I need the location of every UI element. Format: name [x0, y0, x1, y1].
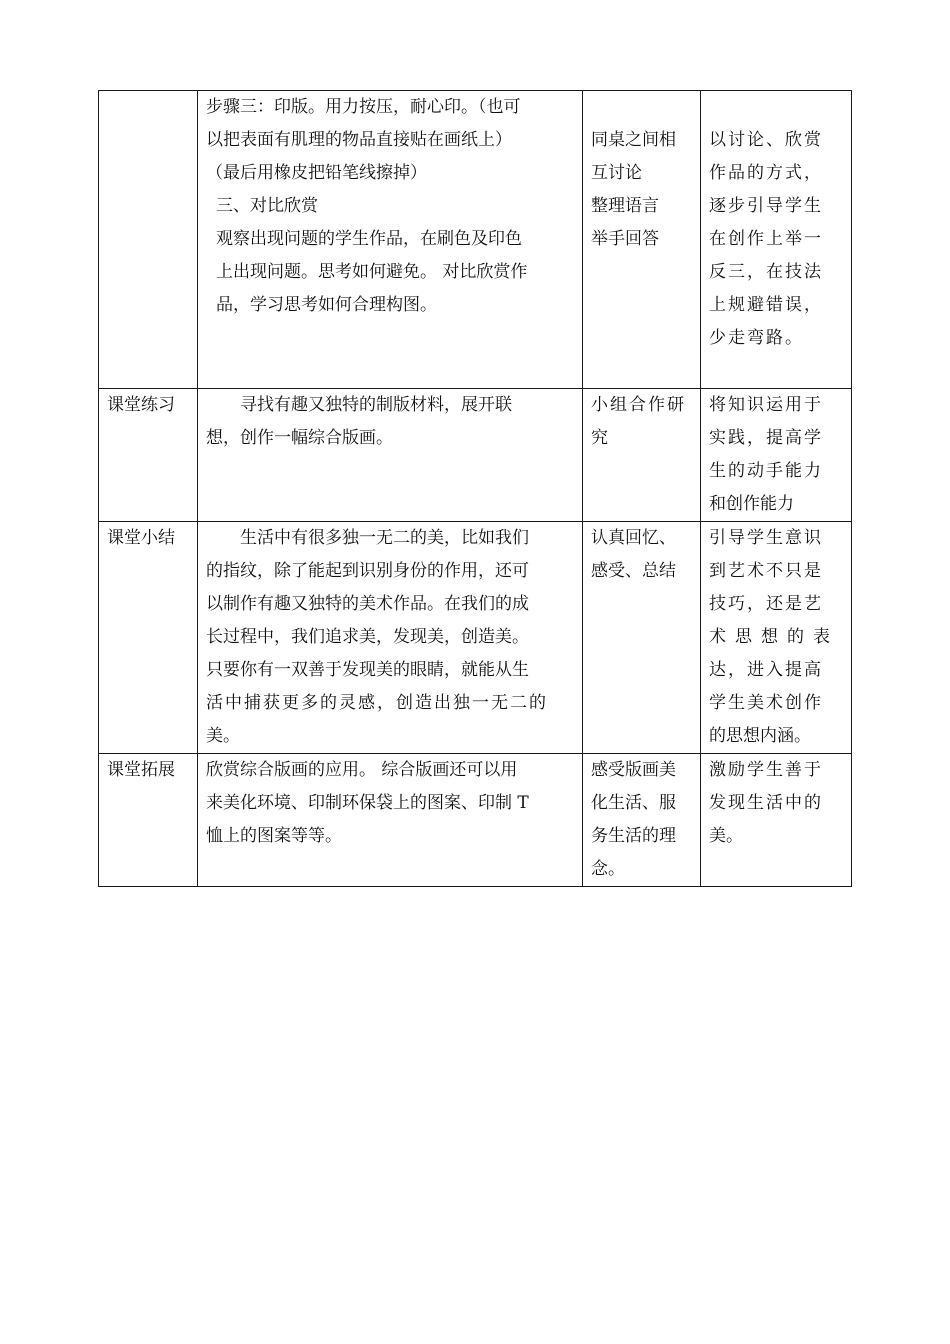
- content-line: 只要你有一双善于发现美的眼睛，就能从生: [206, 660, 529, 680]
- student-line: 究: [591, 428, 608, 448]
- content-line: 品，学习思考如何合理构图。: [216, 295, 437, 315]
- student-line: 举手回答: [591, 229, 659, 249]
- student-line: 小组合作研: [591, 395, 686, 415]
- intent-line: 生的动手能力: [709, 461, 823, 481]
- design-intent-cell: [701, 91, 852, 389]
- intent-line: 美。: [709, 826, 743, 846]
- table-row: [99, 754, 852, 887]
- student-line: 同桌之间相: [591, 130, 676, 150]
- student-line: 互讨论: [591, 163, 642, 183]
- section-cell: [99, 754, 198, 887]
- content-line: 以把表面有肌理的物品直接贴在画纸上）: [206, 130, 512, 150]
- intent-line: 实践，提高学: [709, 428, 823, 448]
- section-cell: [99, 91, 198, 389]
- intent-line: 术思想的表: [709, 627, 839, 647]
- design-intent-cell: [701, 389, 852, 522]
- content-line: 以制作有趣又独特的美术作品。在我们的成: [206, 594, 529, 614]
- content-line: 来美化环境、印制环保袋上的图案、印制 T: [206, 793, 529, 813]
- intent-line: 的思想内涵。: [709, 726, 811, 746]
- content-line: 生活中有很多独一无二的美，比如我们: [240, 528, 529, 548]
- student-activity-cell: [583, 522, 701, 754]
- intent-line: 上规避错误，: [709, 295, 823, 315]
- design-intent-cell: [701, 754, 852, 887]
- table-row: [99, 91, 852, 389]
- student-activity-cell: [583, 389, 701, 522]
- intent-line: 引导学生意识: [709, 528, 823, 548]
- student-line: 整理语言: [591, 196, 659, 216]
- content-cell: [198, 389, 583, 522]
- content-line: 想，创作一幅综合版画。: [206, 428, 393, 448]
- content-line: 步骤三：印版。用力按压，耐心印。（也可: [206, 97, 521, 117]
- content-line: 美。: [206, 726, 240, 746]
- student-line: 务生活的理: [591, 826, 676, 846]
- table-row: [99, 522, 852, 754]
- content-line: 寻找有趣又独特的制版材料，展开联: [240, 395, 512, 415]
- intent-line: 学生美术创作: [709, 693, 823, 713]
- intent-line: 激励学生善于: [709, 760, 823, 780]
- content-line: （最后用橡皮把铅笔线擦掉）: [206, 163, 427, 183]
- student-line: 感受、总结: [591, 561, 676, 581]
- intent-line: 到艺术不只是: [709, 561, 823, 581]
- content-line: 活中捕获更多的灵感，创造出独一无二的: [206, 693, 548, 713]
- student-activity-cell: [583, 754, 701, 887]
- student-activity-cell: [583, 91, 701, 389]
- content-line: 上出现问题。思考如何避免。 对比欣赏作: [216, 262, 528, 282]
- content-cell: [198, 91, 583, 389]
- content-line: 三、对比欣赏: [216, 196, 318, 216]
- intent-line: 以讨论、欣赏: [709, 130, 823, 150]
- intent-line: 在创作上举一: [709, 229, 823, 249]
- intent-line: 作品的方式，: [709, 163, 823, 183]
- content-line: 欣赏综合版画的应用。 综合版画还可以用: [206, 760, 518, 780]
- student-line: 认真回忆、: [591, 528, 676, 548]
- section-label: 课堂练习: [107, 395, 175, 415]
- student-line: 化生活、服: [591, 793, 676, 813]
- intent-line: 达，进入提高: [709, 660, 823, 680]
- design-intent-cell: [701, 522, 852, 754]
- content-line: 的指纹，除了能起到识别身份的作用，还可: [206, 561, 529, 581]
- section-label: 课堂小结: [107, 528, 175, 548]
- intent-line: 技巧，还是艺: [709, 594, 823, 614]
- content-line: 观察出现问题的学生作品，在刷色及印色: [216, 229, 522, 249]
- content-cell: [198, 522, 583, 754]
- intent-line: 发现生活中的: [709, 793, 823, 813]
- student-line: 感受版画美: [591, 760, 676, 780]
- intent-line: 反三，在技法: [709, 262, 823, 282]
- content-line: 长过程中，我们追求美，发现美，创造美。: [206, 627, 529, 647]
- content-line: 恤上的图案等等。: [206, 826, 342, 846]
- intent-line: 逐步引导学生: [709, 196, 823, 216]
- table-row: [99, 389, 852, 522]
- lesson-plan-table: [98, 90, 852, 887]
- content-cell: [198, 754, 583, 887]
- intent-line: 和创作能力: [709, 494, 794, 514]
- section-cell: [99, 389, 198, 522]
- section-cell: [99, 522, 198, 754]
- intent-line: 将知识运用于: [709, 395, 823, 415]
- section-label: 课堂拓展: [107, 760, 175, 780]
- intent-line: 少走弯路。: [709, 328, 804, 348]
- student-line: 念。: [591, 859, 625, 879]
